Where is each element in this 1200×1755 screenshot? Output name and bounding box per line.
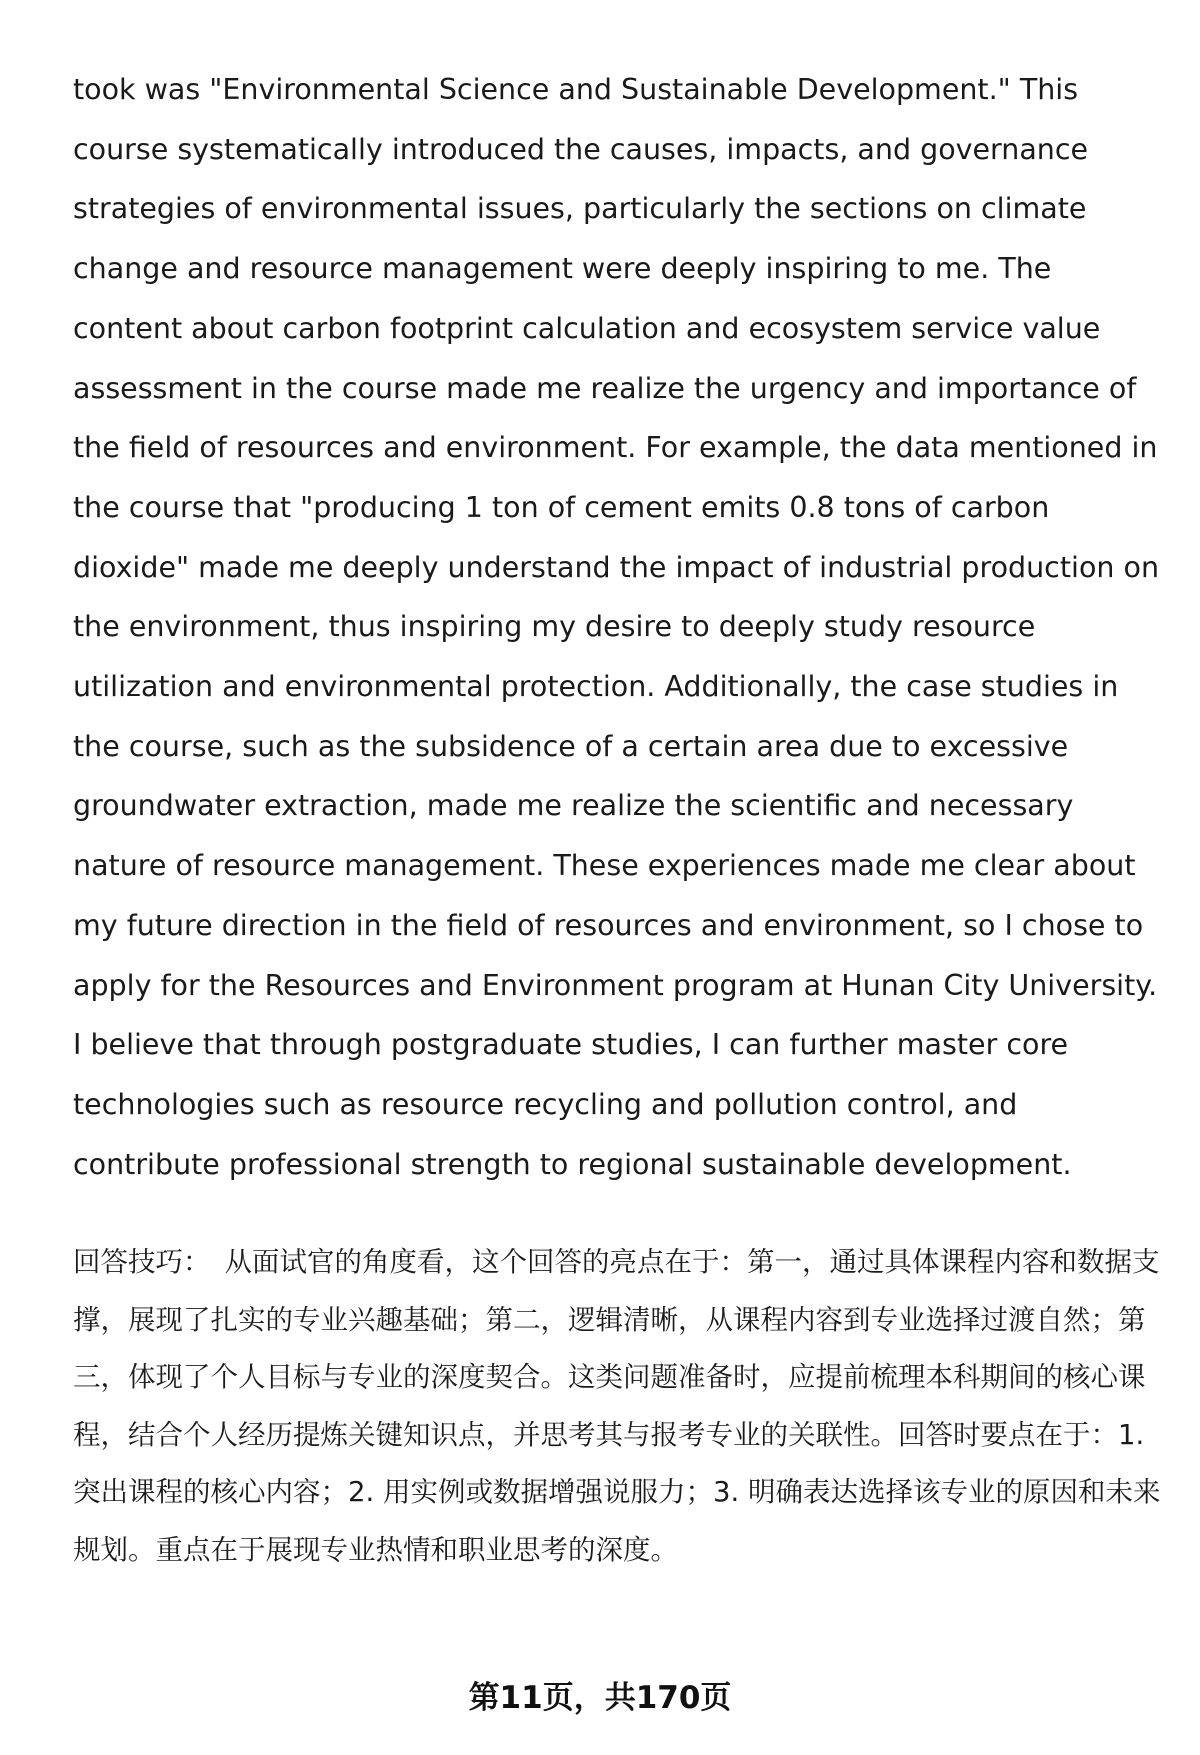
tip-label: 回答技巧： (73, 1246, 211, 1279)
tip-text: 从面试官的角度看，这个回答的亮点在于：第一，通过具体课程内容和数据支撑，展现了扎实的专业兴趣基础；第二，逻辑清晰，从课程内容到专业选择过渡自然；第三，体现了个人目标与专业的深度契合。这类问题准备时，应提前梳理本科期间的核心课程，结合个人经历提炼关键知识点，并思考其与报考专业的关联性。回答时要点在于：1. 突出课程的核心内容；2. 用实例或数据增强说服力；3. 明确表达选择该专业的原因和未来规划。重点在于展现专业热情和职业思考的深度。 (73, 1246, 1161, 1566)
page-number: 第11页，共170页 (468, 1680, 732, 1716)
answer-paragraph: took was "Environmental Science and Sustainable Development." This course systematically introduced the causes, impacts, and governance strategies of environmental issues, particularly the sections on climate change and resource management were deeply inspiring to me. The content about carbon footprint calculation and ecosystem service value assessment in the course made me realize the urgency and importance of the field of resources and environment. For example, the data mentioned in the course that "producing 1 ton of cement emits 0.8 tons of carbon dioxide" made me deeply understand the impact of industrial production on the environment, thus inspiring my desire to deeply study resource utilization and environmental protection. Additionally, the case studies in the course, such as the subsidence of a certain area due to excessive groundwater extraction, made me realize the scientific and necessary nature of resource management. These experiences made me clear about my future direction in the field of resources and environment, so I chose to apply for the Resources and Environment program at Hunan City University. I believe that through postgraduate studies, I can further master core technologies such as resource recycling and pollution control, and contribute professional strength to regional sustainable development. (73, 73, 1160, 1181)
page-content (73, 60, 1163, 1579)
answer-tips (73, 1234, 1163, 1579)
